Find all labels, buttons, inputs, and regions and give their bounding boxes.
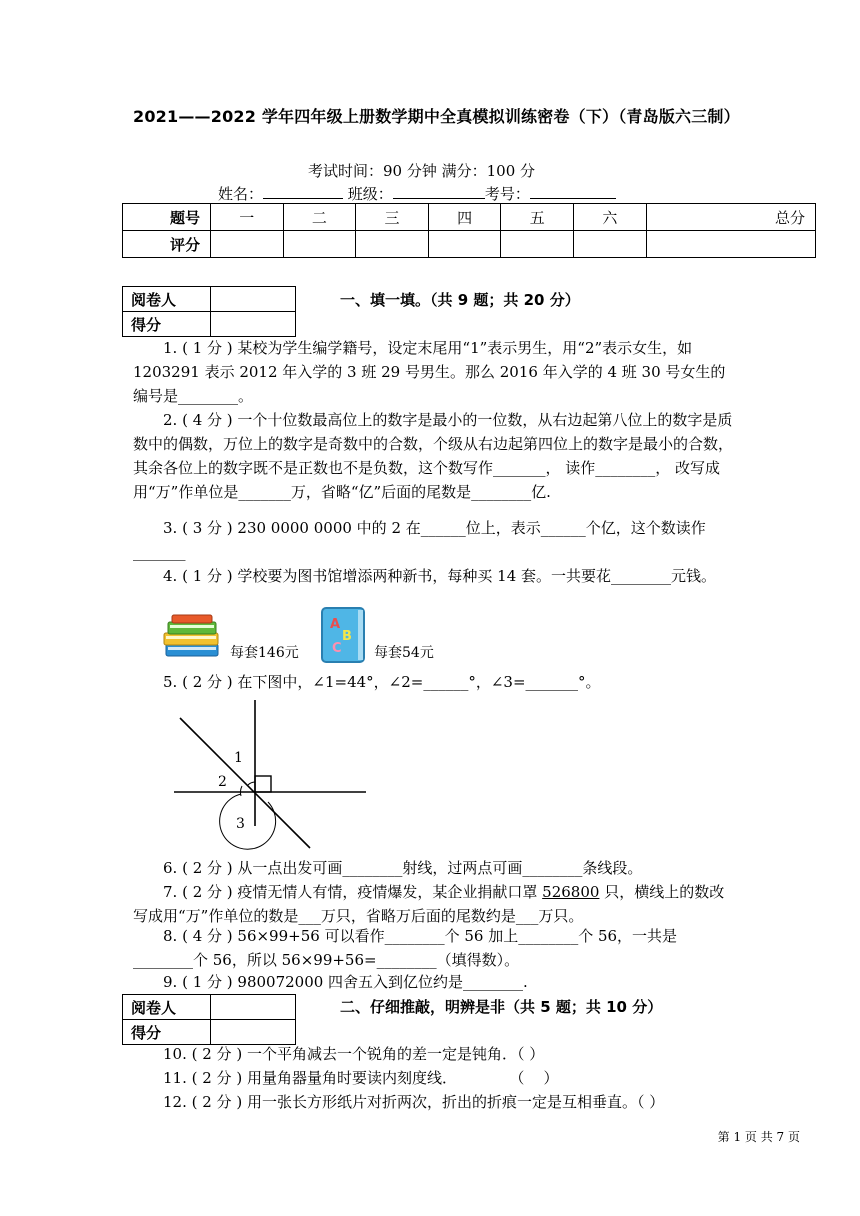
abc-letter: A xyxy=(330,617,341,632)
reviewer-label: 阅卷人 xyxy=(123,995,211,1020)
score-table-cell: 五 xyxy=(501,204,574,231)
student-info-row xyxy=(218,183,616,204)
document-title: 2021——2022 学年四年级上册数学期中全真模拟训练密卷（下）（青岛版六三制） xyxy=(133,107,740,126)
book2-price: 每套54元 xyxy=(374,645,434,661)
book1-price: 每套146元 xyxy=(230,645,299,661)
score-cell[interactable] xyxy=(428,231,501,258)
abc-letter: B xyxy=(342,629,352,644)
score-table-cell: 六 xyxy=(574,204,647,231)
class-label: 班级： xyxy=(347,185,393,203)
reviewer-label: 阅卷人 xyxy=(123,287,211,312)
angle-diagram-svg xyxy=(160,696,380,856)
score-entry-cell[interactable] xyxy=(211,312,296,337)
section2-heading: 二、仔细推敲，明辨是非（共 5 题；共 10 分） xyxy=(340,998,663,1016)
question-5: 5. ( 2 分 ) 在下图中，∠1=44°，∠2=______°，∠3=_______°。 xyxy=(163,673,601,691)
book-stack-image xyxy=(162,614,224,660)
score-table-header-row xyxy=(123,204,816,231)
abc-letter: C xyxy=(332,641,342,656)
score-label: 得分 xyxy=(123,1020,211,1045)
question-3: 3. ( 3 分 ) 230 0000 0000 中的 2 在______位上，表示______个亿，这个数读作_______ xyxy=(133,519,706,561)
grader-box-2 xyxy=(122,994,296,1045)
score-table-cell: 四 xyxy=(428,204,501,231)
name-label: 姓名： xyxy=(218,185,264,203)
question-10: 10. ( 2 分 ) 一个平角减去一个锐角的差一定是钝角．（ ） xyxy=(163,1045,545,1063)
question-6: 6. ( 2 分 ) 从一点出发可画________射线，过两点可画________条线段。 xyxy=(163,859,643,877)
question-9: 9. ( 1 分 ) 980072000 四舍五入到亿位约是________. xyxy=(163,973,528,991)
number-label: 考号： xyxy=(484,185,530,203)
abc-book-icon xyxy=(318,606,368,664)
question-2: 2. ( 4 分 ) 一个十位数最高位上的数字是最小的一位数，从右边起第八位上的数字是质数中的偶数，万位上的数字是奇数中的合数，个级从右边起第四位上的数字是最小的合数，其余各位上的数字既不是正数也不是负数，这个数写作_______， 读作________， 改写成用“万”作单位是_______万，省略“亿”后面的尾数是________亿. xyxy=(133,411,734,501)
question-8: 8. ( 4 分 ) 56×99+56 可以看作________个 56 加上________个 56，一共是________个 56，所以 56×99+56=________（填得数）。 xyxy=(133,927,678,969)
score-cell[interactable] xyxy=(211,231,284,258)
name-field[interactable] xyxy=(263,184,343,199)
question-4: 4. ( 1 分 ) 学校要为图书馆增添两种新书，每种买 14 套。一共要花________元钱。 xyxy=(163,567,717,585)
score-table xyxy=(122,203,816,258)
score-table-cell: 二 xyxy=(283,204,356,231)
score-entry-cell[interactable] xyxy=(211,1020,296,1045)
book-stack-icon xyxy=(162,614,224,660)
angle-3-label: 3 xyxy=(236,816,245,832)
grader-box xyxy=(122,286,296,337)
score-table-cell: 三 xyxy=(356,204,429,231)
question-11: 11. ( 2 分 ) 用量角器量角时要读内刻度线． （ ） xyxy=(163,1069,559,1087)
question-7: 7. ( 2 分 ) 疫情无情人有情，疫情爆发，某企业捐献口罩 526800 只，横线上的数改写成用“万”作单位的数是___万只，省略万后面的尾数约是___万只。 xyxy=(133,883,725,925)
number-field[interactable] xyxy=(530,184,616,199)
score-cell[interactable] xyxy=(356,231,429,258)
score-label: 得分 xyxy=(123,312,211,337)
mask-count: 526800 xyxy=(542,883,600,901)
reviewer-cell[interactable] xyxy=(211,995,296,1020)
score-cell[interactable] xyxy=(646,231,815,258)
question-12: 12. ( 2 分 ) 用一张长方形纸片对折两次，折出的折痕一定是互相垂直。（ ） xyxy=(163,1093,665,1111)
page-number: 第 1 页 共 7 页 xyxy=(717,1130,800,1144)
score-table-score-row xyxy=(123,231,816,258)
angle-1-label: 1 xyxy=(234,750,243,766)
abc-book-image xyxy=(318,606,368,664)
score-cell[interactable] xyxy=(501,231,574,258)
score-table-cell: 总分 xyxy=(646,204,815,231)
section1-heading: 一、填一填。（共 9 题；共 20 分） xyxy=(340,291,580,309)
score-table-cell: 题号 xyxy=(123,204,211,231)
question-1: 1. ( 1 分 ) 某校为学生编学籍号，设定末尾用“1”表示男生，用“2”表示女生，如 1203291 表示 2012 年入学的 3 班 29 号男生。那么 2016 年入学的 4 班 30 号女生的编号是________。 xyxy=(133,339,726,405)
angle-2-label: 2 xyxy=(218,774,227,790)
score-cell[interactable] xyxy=(283,231,356,258)
class-field[interactable] xyxy=(393,184,485,199)
reviewer-cell[interactable] xyxy=(211,287,296,312)
exam-info: 考试时间：90 分钟 满分：100 分 xyxy=(308,162,536,180)
angle-diagram xyxy=(160,696,380,856)
score-table-cell: 一 xyxy=(211,204,284,231)
score-row-label: 评分 xyxy=(123,231,211,258)
score-cell[interactable] xyxy=(574,231,647,258)
